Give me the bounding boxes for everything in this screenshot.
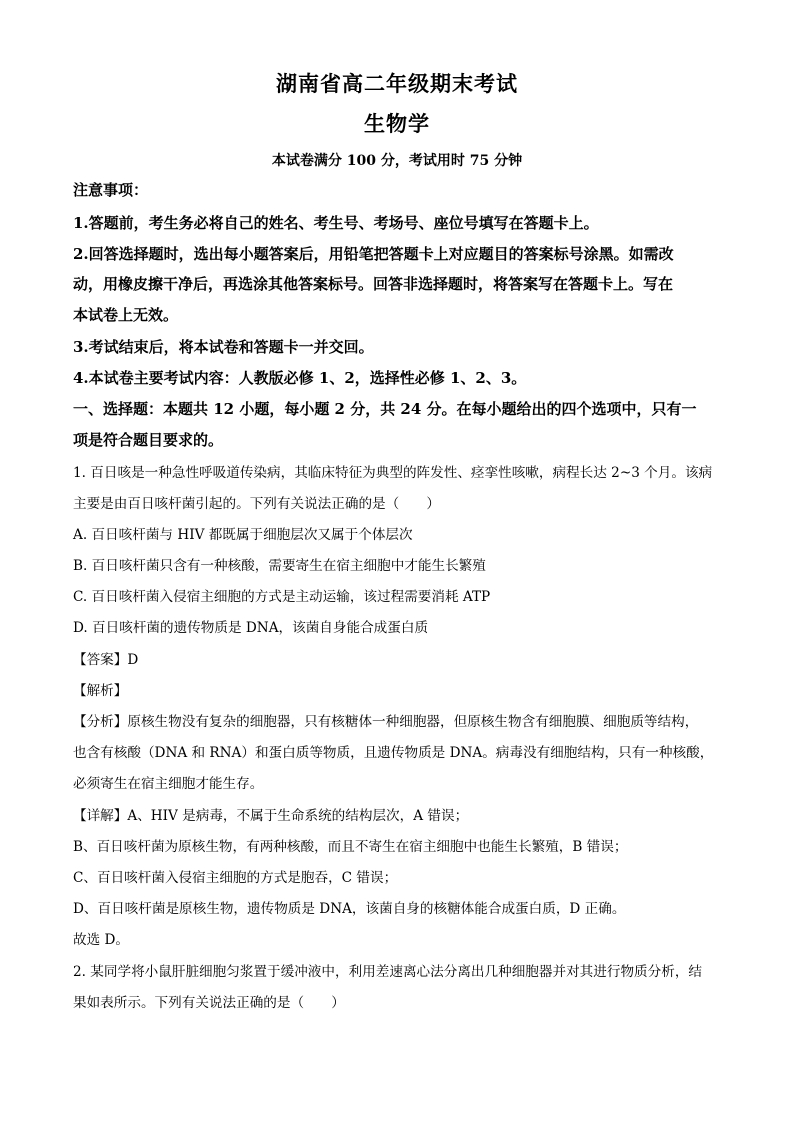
notice-item-4: 4.本试卷主要考试内容：人教版必修 1、2，选择性必修 1、2、3。 xyxy=(73,369,527,387)
q1-fenxi-line-3: 必须寄生在宿主细胞才能生存。 xyxy=(73,776,264,792)
notice-item-2-line-3: 本试卷上无效。 xyxy=(73,306,179,324)
exam-title: 湖南省高二年级期末考试 xyxy=(276,71,518,96)
xiangjie-tag: 【详解】 xyxy=(73,808,128,824)
notice-item-3: 3.考试结束后，将本试卷和答题卡一并交回。 xyxy=(73,338,374,356)
q1-stem-line-2: 主要是由百日咳杆菌引起的。下列有关说法正确的是（ ） xyxy=(73,496,441,512)
q1-xiangjie-a xyxy=(73,806,723,826)
q1-option-c: C. 百日咳杆菌入侵宿主细胞的方式是主动运输，该过程需要消耗 ATP xyxy=(73,589,491,605)
q2-stem-line-1: 2. 某同学将小鼠肝脏细胞匀浆置于缓冲液中，利用差速离心法分离出几种细胞器并对其进行物质分析，结 xyxy=(73,964,703,980)
q2-stem-line-2: 果如表所示。下列有关说法正确的是（ ） xyxy=(73,995,345,1011)
answer-tag: 【答案】 xyxy=(73,652,128,668)
section-1-heading-line-1: 一、选择题：本题共 12 小题，每小题 2 分，共 24 分。在每小题给出的四个选项中，只有一 xyxy=(73,400,697,418)
exam-subtitle: 本试卷满分 100 分，考试用时 75 分钟 xyxy=(271,153,523,169)
notice-item-2-line-1: 2.回答选择题时，选出每小题答案后，用铅笔把答题卡上对应题目的答案标号涂黑。如需改 xyxy=(73,245,674,263)
q1-stem-line-1: 1. 百日咳是一种急性呼吸道传染病，其临床特征为典型的阵发性、痉挛性咳嗽，病程长达 2~3 个月。该病 xyxy=(73,465,713,481)
answer-value: D xyxy=(127,652,139,668)
notice-heading: 注意事项： xyxy=(73,181,149,199)
section-1-heading-line-2: 项是符合题目要求的。 xyxy=(73,431,224,449)
q1-conclusion: 故选 D。 xyxy=(73,932,130,948)
q1-analysis-tag: 【解析】 xyxy=(73,683,128,699)
subject-title: 生物学 xyxy=(364,111,430,136)
notice-item-1: 1.答题前，考生务必将自己的姓名、考生号、考场号、座位号填写在答题卡上。 xyxy=(73,214,599,232)
q1-xiangjie-d: D、百日咳杆菌是原核生物，遗传物质是 DNA，该菌自身的核糖体能合成蛋白质，D 正确。 xyxy=(73,901,626,917)
q1-fenxi-line-1 xyxy=(73,712,723,732)
q1-option-d: D. 百日咳杆菌的遗传物质是 DNA，该菌自身能合成蛋白质 xyxy=(73,620,429,636)
notice-item-2-line-2: 动，用橡皮擦干净后，再选涂其他答案标号。回答非选择题时，将答案写在答题卡上。写在 xyxy=(73,275,674,293)
q1-xiangjie-c: C、百日咳杆菌入侵宿主细胞的方式是胞吞，C 错误； xyxy=(73,870,398,886)
xiangjie-a-text: A、HIV 是病毒，不属于生命系统的结构层次，A 错误； xyxy=(127,808,469,824)
fenxi-tag: 【分析】 xyxy=(73,714,128,730)
q1-answer xyxy=(73,650,723,670)
q1-fenxi-line-2: 也含有核酸（DNA 和 RNA）和蛋白质等物质，且遗传物质是 DNA。病毒没有细胞结构，只有一种核酸， xyxy=(73,745,714,761)
q1-option-b: B. 百日咳杆菌只含有一种核酸，需要寄生在宿主细胞中才能生长繁殖 xyxy=(73,558,486,574)
fenxi-text-1: 原核生物没有复杂的细胞器，只有核糖体一种细胞器，但原核生物含有细胞膜、细胞质等结构， xyxy=(127,714,699,730)
q1-option-a: A. 百日咳杆菌与 HIV 都既属于细胞层次又属于个体层次 xyxy=(73,527,413,543)
q1-xiangjie-b: B、百日咳杆菌为原核生物，有两种核酸，而且不寄生在宿主细胞中也能生长繁殖，B 错误； xyxy=(73,839,628,855)
